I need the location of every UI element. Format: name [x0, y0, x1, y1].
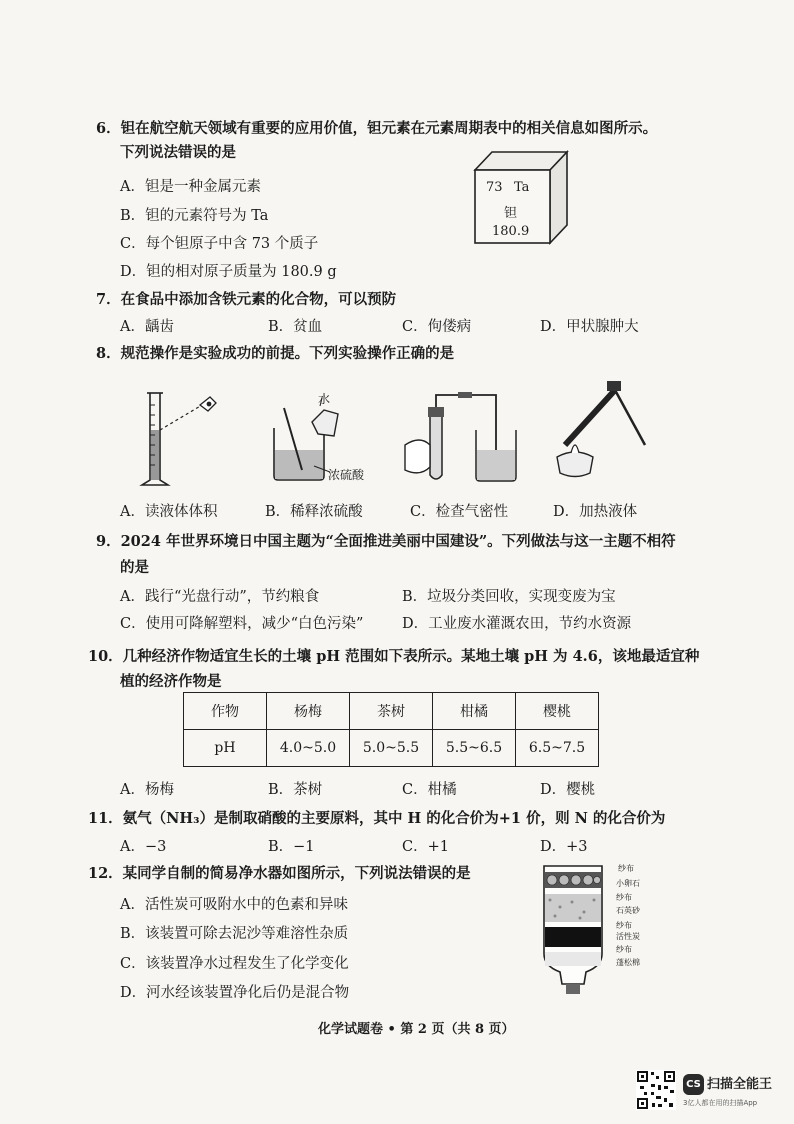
filter-label-gauze-2: 纱布 — [616, 893, 632, 902]
q10-stem-2: 植的经济作物是 — [120, 673, 222, 690]
q12-option-d: D．河水经该装置净化后仍是混合物 — [120, 985, 350, 1001]
scanner-badge: CS — [683, 1074, 704, 1095]
table-cell: 作物 — [184, 693, 267, 730]
q9-stem-2: 的是 — [120, 559, 149, 576]
q10-stem: 10．几种经济作物适宜生长的土壤 pH 范围如下表所示。某地土壤 pH 为 4.6，该地最适宜种 — [88, 648, 700, 665]
element-atomic-mass: 180.9 — [492, 224, 530, 239]
table-cell: 5.5~6.5 — [433, 730, 516, 767]
q11-option-c: C．+1 — [402, 839, 449, 855]
q9-option-d: D．工业废水灌溉农田，节约水资源 — [402, 616, 632, 632]
q10-option-d: D．樱桃 — [540, 782, 596, 798]
filter-label-activated-carbon: 活性炭 — [616, 932, 640, 941]
table-cell: 4.0~5.0 — [267, 730, 350, 767]
q11-option-a: A．−3 — [120, 839, 167, 855]
q11-option-d: D．+3 — [540, 839, 588, 855]
element-tile-ta — [470, 150, 570, 245]
q9-stem: 9．2024 年世界环境日中国主题为“全面推进美丽中国建设”。下列做法与这一主题不相符 — [96, 533, 676, 550]
scanner-title: 扫描全能王 — [707, 1077, 773, 1092]
qr-code-icon — [636, 1070, 676, 1110]
q11-option-b: B．−1 — [268, 839, 315, 855]
q9-option-a: A．践行“光盘行动”，节约粮食 — [120, 589, 320, 605]
q8-stem: 8．规范操作是实验成功的前提。下列实验操作正确的是 — [96, 345, 455, 362]
element-atomic-number: 73 — [486, 180, 503, 195]
filter-label-gauze-1: 纱布 — [618, 864, 634, 873]
scanner-subtitle: 3亿人都在用的扫描App — [683, 1099, 758, 1107]
q7-stem: 7．在食品中添加含铁元素的化合物，可以预防 — [96, 291, 397, 308]
table-cell: 樱桃 — [516, 693, 599, 730]
ph-table — [183, 692, 599, 767]
filter-label-gauze-3: 纱布 — [616, 921, 632, 930]
q12-option-a: A．活性炭可吸附水中的色素和异味 — [120, 897, 348, 913]
q6-option-d: D．钽的相对原子质量为 180.9 g — [120, 264, 337, 280]
q10-option-a: A．杨梅 — [120, 782, 174, 798]
q6-option-a: A．钽是一种金属元素 — [120, 179, 261, 195]
table-header-row — [184, 693, 599, 730]
q8-option-a: A．读液体体积 — [120, 504, 218, 520]
q9-option-b: B．垃圾分类回收，实现变废为宝 — [402, 589, 616, 605]
q10-option-b: B．茶树 — [268, 782, 323, 798]
element-name: 钽 — [504, 206, 518, 221]
element-symbol: Ta — [514, 180, 530, 195]
q12-stem: 12．某同学自制的简易净水器如图所示，下列说法错误的是 — [88, 865, 471, 882]
table-cell: pH — [184, 730, 267, 767]
q7-option-a: A．龋齿 — [120, 319, 174, 335]
q7-option-c: C．佝偻病 — [402, 319, 472, 335]
figure-water-filter — [540, 862, 610, 1002]
q12-option-b: B．该装置可除去泥沙等难溶性杂质 — [120, 926, 349, 942]
q11-stem: 11．氨气（NH₃）是制取硝酸的主要原料，其中 H 的化合价为+1 价，则 N 的化合价为 — [88, 810, 666, 827]
q12-option-c: C．该装置净水过程发生了化学变化 — [120, 956, 349, 972]
table-cell: 茶树 — [350, 693, 433, 730]
q6-option-c: C．每个钽原子中含 73 个质子 — [120, 236, 319, 252]
q7-option-b: B．贫血 — [268, 319, 323, 335]
q6-stem-2: 下列说法错误的是 — [120, 144, 236, 161]
label-concentrated-acid: 浓硫酸 — [328, 468, 365, 482]
table-cell: 柑橘 — [433, 693, 516, 730]
filter-label-quartz-sand: 石英砂 — [616, 906, 640, 915]
filter-label-gauze-4: 纱布 — [616, 945, 632, 954]
q7-option-d: D．甲状腺肿大 — [540, 319, 639, 335]
filter-label-cotton: 蓬松棉 — [616, 958, 640, 967]
table-row — [184, 730, 599, 767]
filter-label-pebbles: 小卵石 — [616, 879, 640, 888]
q8-option-c: C．检查气密性 — [410, 504, 509, 520]
page-footer: 化学试题卷 • 第 2 页（共 8 页） — [318, 1022, 515, 1037]
q8-option-d: D．加热液体 — [553, 504, 638, 520]
table-cell: 5.0~5.5 — [350, 730, 433, 767]
q9-option-c: C．使用可降解塑料，减少“白色污染” — [120, 616, 364, 632]
figure-airtightness — [400, 385, 530, 495]
table-cell: 6.5~7.5 — [516, 730, 599, 767]
label-water: 水 — [318, 392, 331, 406]
table-cell: 杨梅 — [267, 693, 350, 730]
q10-option-c: C．柑橘 — [402, 782, 457, 798]
q6-stem: 6．钽在航空航天领域有重要的应用价值，钽元素在元素周期表中的相关信息如图所示。 — [96, 120, 658, 137]
q6-option-b: B．钽的元素符号为 Ta — [120, 208, 269, 224]
q8-option-b: B．稀释浓硫酸 — [265, 504, 363, 520]
figure-heating-liquid — [545, 375, 655, 490]
figure-read-cylinder — [130, 385, 240, 495]
